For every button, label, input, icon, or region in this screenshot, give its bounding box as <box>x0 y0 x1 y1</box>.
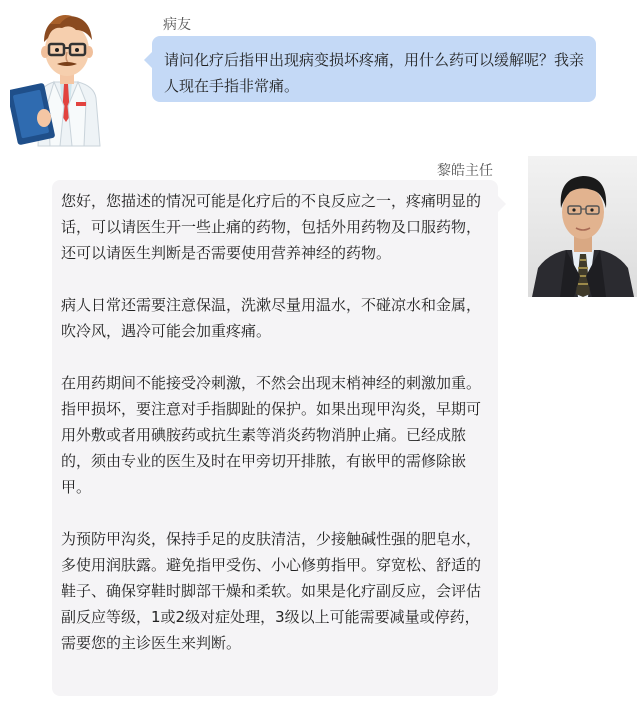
doctor-portrait-photo <box>528 156 637 297</box>
doctor-paragraph: 为预防甲沟炎，保持手足的皮肤清洁，少接触碱性强的肥皂水，多使用润肤露。避免指甲受伤、小心修剪指甲。穿宽松、舒适的鞋子、确保穿鞋时脚部干燥和柔软。如果是化疗副反应，会评估副反应等级，1或2级对症处理，3级以上可能需要减量或停药，需要您的主诊医生来判断。 <box>61 530 482 652</box>
doctor-paragraph: 在用药期间不能接受冷刺激，不然会出现末梢神经的刺激加重。指甲损坏，要注意对手指脚趾的保护。如果出现甲沟炎，早期可用外敷或者用碘胺药或抗生素等消炎药物消肿止痛。已经成脓的，须由专业的医生及时在甲旁切开排脓，有嵌甲的需修除嵌甲。 <box>61 374 482 496</box>
doctor-avatar <box>528 156 637 297</box>
patient-name: 病友 <box>163 17 191 33</box>
doctor-message-bubble <box>52 180 498 696</box>
patient-avatar <box>10 6 122 148</box>
patient-message-text: 请问化疗后指甲出现病变损坏疼痛，用什么药可以缓解呢？我亲人现在手指非常痛。 <box>164 51 585 95</box>
doctor-paragraph: 您好，您描述的情况可能是化疗后的不良反应之一，疼痛明显的话，可以请医生开一些止痛的药物，包括外用药物及口服药物，还可以请医生判断是否需要使用营养神经的药物。 <box>61 192 482 262</box>
patient-message-bubble <box>152 36 596 102</box>
doctor-name: 黎皓主任 <box>437 163 493 179</box>
cartoon-doctor-with-clipboard-icon <box>10 6 122 148</box>
doctor-paragraph: 病人日常还需要注意保温，洗漱尽量用温水，不碰凉水和金属，吹冷风，遇冷可能会加重疼痛。 <box>61 296 482 340</box>
